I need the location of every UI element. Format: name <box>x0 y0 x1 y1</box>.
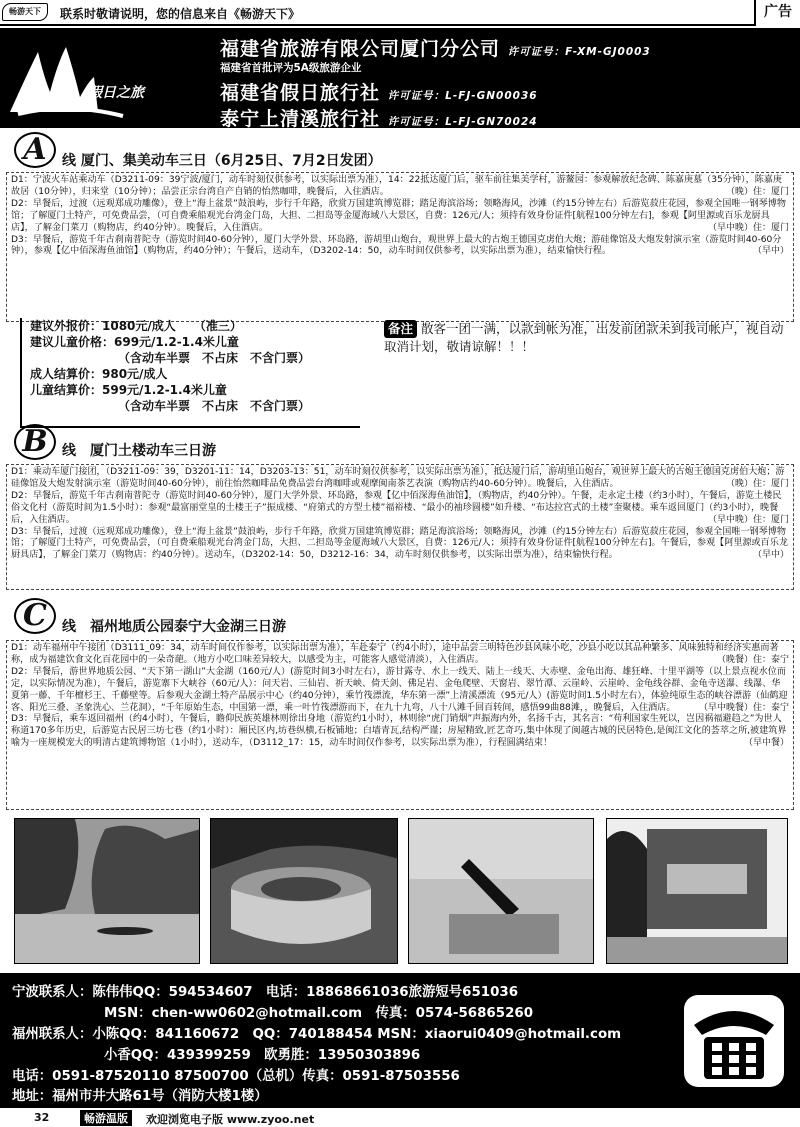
route-a-letter: A <box>14 132 56 168</box>
company1-subtitle: 福建省首批评为5A级旅游企业 <box>220 62 362 74</box>
magazine-logo: 畅游天下 <box>2 3 48 21</box>
agency-header <box>0 28 800 128</box>
address-line: 地址：福州市井大路61号（消防大楼1楼） <box>12 1089 268 1104</box>
route-a-day2: D2：早餐后，过渡（远观郑成功雕像），登上“海上盆景”鼓浪屿，步行千年路，欣赏万国建筑博览群；踏足海滨浴场；领略海风，沙滩（约15分钟左右）后游览菽庄花园，参观全国唯一钢琴博物馆；了解厦门土特产，可免费品尝，（可自费乘船观光台湾金门岛，大担、二担岛等金厦海域八大景区，自费：126元/人；须持有效身份证件[航程100分钟左右]，参观【阿里源或百乐龙厨具店】，了解金门菜刀（购物店，约40分钟）。晚餐后，入住酒店。 （早中晚）住：厦门 <box>11 198 789 233</box>
route-b-day1: D1：乘动车厦门接团，（D3211-09：39，D3201-11：14，D3203-13：51，动车时刻仅供参考，以实际出票为准），抵达厦门后，游胡里山炮台，观世界上最大的古炮王德国克虏伯大炮；游硅像馆及大炮发射演示室（游览时间40-60分钟），前往怡然咖啡品免费品尝台湾咖啡或观摩闽南茶艺表演（购物店约40-60分钟）。晚餐后，入住酒店。 （晚）住：厦门 <box>11 467 789 489</box>
brand-name: 假日之旅 <box>88 85 144 101</box>
company1-name: 福建省旅游有限公司厦门分公司 许可证号：F-XM-GJ0003 <box>220 38 651 60</box>
route-b-itinerary <box>6 464 794 590</box>
company1-license: 许可证号：F-XM-GJ0003 <box>507 46 651 58</box>
settle-child-price: 儿童结算价：599元/1.2-1.4米儿童 <box>30 383 227 397</box>
company2-name: 福建省假日旅行社 许可证号：L-FJ-GN00036 <box>220 82 538 104</box>
pricing-block <box>20 318 360 428</box>
route-a-day1: D1：宁波火车站乘动车（D3211-09：39宁波/厦门，动车时刻仅供参考，以实际出票为准），14：22抵达厦门后，驱车前往集美学村，游鳌园：参观解放纪念碑、陈嘉庚墓（35分钟），陈嘉庚故居（10分钟），归来堂（10分钟）；品尝正宗台湾自产自销的怡然咖啡，晚餐后，入住酒店。 （晚）住：厦门 <box>11 175 789 197</box>
brand-logo <box>8 32 198 124</box>
company3-name: 泰宁上清溪旅行社 许可证号：L-FJ-GN70024 <box>220 108 538 130</box>
page-footer <box>0 1107 800 1127</box>
route-c-day1: D1：动车福州中午接团（D3111_09：34，动车时间仅作参考，以实际出票为准），车赴泰宁（约4小时），途中品尝三明特色沙县风味小吃，沙县小吃以其品种繁多、风味独特和经济实惠而著称，成为福建饮食文化百花园中的一朵奇葩。（地方小吃口味差异较大，以感受为主，可能客人感觉清淡），入住酒店。 （晚餐）住：泰宁 <box>11 643 789 665</box>
route-c-itinerary <box>6 640 794 810</box>
note-tag: 备注 <box>384 320 417 338</box>
photo-museum <box>606 818 788 964</box>
ad-tag: 广告 <box>754 0 800 26</box>
route-c-title: 线 福州地质公园泰宁大金湖三日游 <box>62 619 286 635</box>
photo-river-cliffs <box>14 818 200 964</box>
settle-adult-price: 成人结算价：980元/成人 <box>30 367 168 381</box>
route-a-day3: D3：早餐后，游览千年古刹南普陀寺（游览时间40-60分钟），厦门大学外景、环岛路，游胡里山炮台，观世界上最大的古炮王德国克虏伯大炮；游硅像馆及大炮发射演示室（游览时间40-60分钟），参观【亿中佰深海鱼油馆】（购物店，约40分钟）；午餐后，送动车，（D3202-14：50，动车时间仅供参考，以实际出票为准），结束愉快行程。 （早中） <box>11 234 789 257</box>
top-notice: 联系时敬请说明，您的信息来自《畅游天下》 <box>60 7 301 21</box>
contact-band <box>0 973 800 1107</box>
page-number: 32 <box>34 1111 50 1124</box>
footer-website[interactable]: 欢迎浏览电子版 www.zyoo.net <box>146 1113 315 1126</box>
suggest-child-note: （含动车半票 不占床 不含门票） <box>118 351 311 365</box>
edition-tag: 畅游温版 <box>80 1110 132 1126</box>
route-b-title: 线 厦门土楼动车三日游 <box>62 443 216 459</box>
route-a-itinerary <box>6 172 794 322</box>
ningbo-contact-line2: MSN：chen-ww0602@hotmail.com 传真：0574-56865260 <box>104 1006 534 1021</box>
ningbo-contact: 宁波联系人：陈伟伟QQ：594534607 电话：18868661036旅游短号651036 <box>12 985 519 1000</box>
suggest-adult-price: 建议外报价：1080元/成人 （准三） <box>30 319 242 333</box>
route-b-day2: D2：早餐后，游览千年古刹南普陀寺（游览时间40-60分钟），厦门大学外景、环岛路，参观【亿中佰深海鱼油馆】，（购物店，约40分钟）。午餐，走永定土楼（约3小时），午餐后，游览土楼民俗文化村（游览时间为1.5小时）：参观“最富丽堂皇的土楼王子”振成楼、“府第式的方型土楼”福裕楼、“最小的袖珍圆楼”如升楼、“布达拉宫式的土楼”奎聚楼。乘车返回厦门（约3小时），晚餐后，入住酒店。 （早中晚）住：厦门 <box>11 490 789 525</box>
note-text: 散客一团一满，以款到帐为准，出发前团款未到我司帐户，视自动取消计划，敬请谅解！！！ <box>384 321 784 354</box>
pricing-note <box>384 320 784 356</box>
photo-tulou <box>210 818 398 964</box>
route-c-day3: D3：早餐后，乘车返回福州（约4小时），午餐后，瞻仰民族英雄林则徐出身地（游览约1小时），林则徐“虎门销烟”声振海内外，名扬千古，其名言：“苟利国家生死以，岂因祸福避趋之”为世人称道170多年历史，后游览古民居三坊七巷（约1小时）：厢民区内,坊巷纵横,石板铺地；白墙青瓦,结构严谨；房屋精致,匠艺奇巧,集中体现了闽越古城的民居特色,是闽江文化的荟萃之所,被建筑界喻为一座规模宠大的明清古建筑博物馆（1小时），送动车，（D3112_17：15，动车时间仅作参考，以实际出票为准），行程圆满结束！ （早中餐） <box>11 714 789 749</box>
fuzhou-contact: 福州联系人：小陈QQ：841160672 QQ：740188454 MSN：xiaorui0409@hotmail.com <box>12 1027 622 1042</box>
company2-license: 许可证号：L-FJ-GN00036 <box>387 90 538 102</box>
phone-fax-line: 电话：0591-87520110 87500700（总机）传真：0591-87503556 <box>12 1069 460 1084</box>
top-bar <box>0 0 800 26</box>
route-c-letter: C <box>14 598 56 634</box>
route-b-day3: D3：早餐后，过渡（远观郑成功雕像），登上“海上盆景”鼓浪屿，步行千年路，欣赏万国建筑博览群；踏足海滨浴场；领略海风，沙滩（约15分钟左右）后游览菽庄花园，参观全国唯一钢琴博物馆；了解厦门土特产，可免费品尝，（可自费乘船观光台湾金门岛，大担、二担岛等金厦海域八大景区，自费：126元/人；须持有效身份证件[航程100分钟左右]。午餐后，参观【阿里源或百乐龙厨具店】，了解金门菜刀（购物店：约40分钟）。送动车，（D3202-14：50，D3212-16：34，动车时刻仅供参考，以实际出票为准），结束愉快行程。 （早中） <box>11 526 789 561</box>
suggest-child-price: 建议儿童价格：699元/1.2-1.4米儿童 <box>30 335 239 349</box>
company3-license: 许可证号：L-FJ-GN70024 <box>387 116 538 128</box>
photo-cannon <box>408 818 594 964</box>
fuzhou-contact-line2: 小香QQ：439399259 欧勇胜：13950303896 <box>104 1048 421 1063</box>
route-a-title: 线 厦门、集美动车三日（6月25日、7月2日发团） <box>62 153 382 169</box>
telephone-icon <box>680 991 788 1091</box>
settle-child-note: （含动车半票 不占床 不含门票） <box>118 399 311 413</box>
route-c-day2: D2：早餐后，游世界地质公园、“天下第一湖山”大金湖（160元/人）(游览时间3小时左右），游甘露寺、水上一线天、陆上一线天、大赤壁、金龟出海、雄狂峰、十里平湖等（以上景点视水位而定，以实际情况为准），午餐后，游览寨下大峡谷（60元/人）：问天岩、三仙岩、祈天峡、倚天剑、佛足岩、金龟爬壁、天窗岩、翠竹潭、云崖岭、云崖岭、金龟线谷群、金龟寺送瀑、线瀑、华夏第一藤、千年檀杉王、千藤壁等。后参观大金湖土特产品展示中心（约40分钟），乘竹筏漂流，华东第一漂”上清溪漂流（95元/人）(游览时间1.5小时左右），体验纯原生态的峡谷漂游（仙鹤迎客、阳光三叠、圣象洗心、兰花洞），“千年原始生态，中国第一漂，乘一叶竹筏漂游而下，在九十九弯，八十八滩千回百转间，感悟99曲88滩，，晚餐后，入住酒店。 （早中晚餐）住：泰宁 <box>11 666 789 713</box>
route-b-letter: B <box>14 424 56 460</box>
